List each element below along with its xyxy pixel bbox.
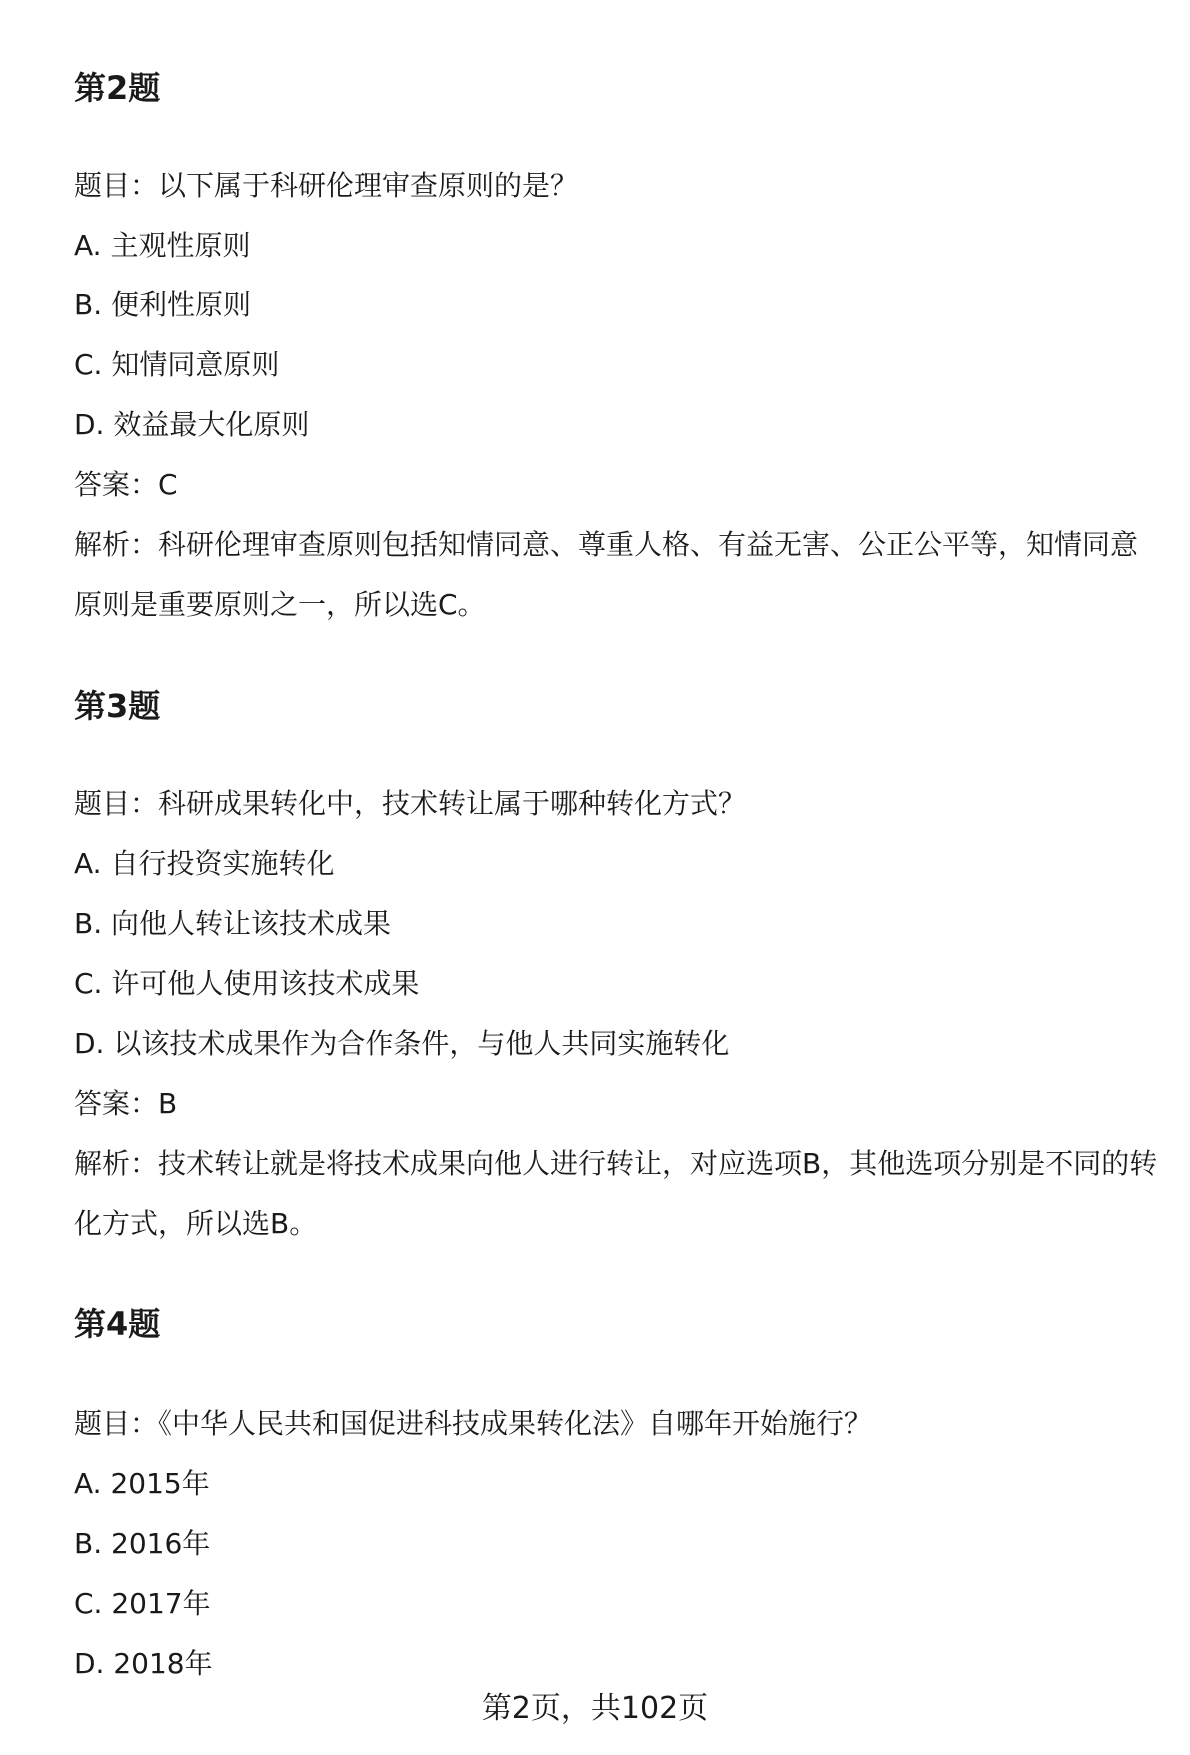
answer: 答案：C <box>74 468 178 501</box>
option-c: C. 2017年 <box>74 1587 211 1620</box>
question-stem: 题目：《中华人民共和国促进科技成果转化法》自哪年开始施行？ <box>74 1407 873 1440</box>
question-heading: 第2题 <box>74 69 161 107</box>
option-a: A. 2015年 <box>74 1467 210 1500</box>
option-b: B. 便利性原则 <box>74 288 252 321</box>
question-stem: 题目：科研成果转化中，技术转让属于哪种转化方式？ <box>74 787 747 820</box>
option-c: C. 知情同意原则 <box>74 348 280 381</box>
analysis: 解析：技术转让就是将技术成果向他人进行转让，对应选项B，其他选项分别是不同的转化方式，所以选B。 <box>74 1147 1158 1240</box>
answer: 答案：B <box>74 1087 178 1120</box>
option-d: D. 效益最大化原则 <box>74 408 310 441</box>
option-a: A. 主观性原则 <box>74 229 251 262</box>
question-stem: 题目：以下属于科研伦理审查原则的是？ <box>74 169 579 202</box>
page-number: 第2页，共102页 <box>481 1691 709 1726</box>
question-heading: 第4题 <box>74 1305 161 1343</box>
question-heading: 第3题 <box>74 687 161 725</box>
option-d: D. 2018年 <box>74 1647 213 1680</box>
analysis: 解析：科研伦理审查原则包括知情同意、尊重人格、有益无害、公正公平等，知情同意原则是重要原则之一，所以选C。 <box>74 528 1139 621</box>
option-d: D. 以该技术成果作为合作条件，与他人共同实施转化 <box>74 1027 730 1060</box>
option-c: C. 许可他人使用该技术成果 <box>74 967 420 1000</box>
option-a: A. 自行投资实施转化 <box>74 847 335 880</box>
option-b: B. 2016年 <box>74 1527 211 1560</box>
option-b: B. 向他人转让该技术成果 <box>74 907 392 940</box>
